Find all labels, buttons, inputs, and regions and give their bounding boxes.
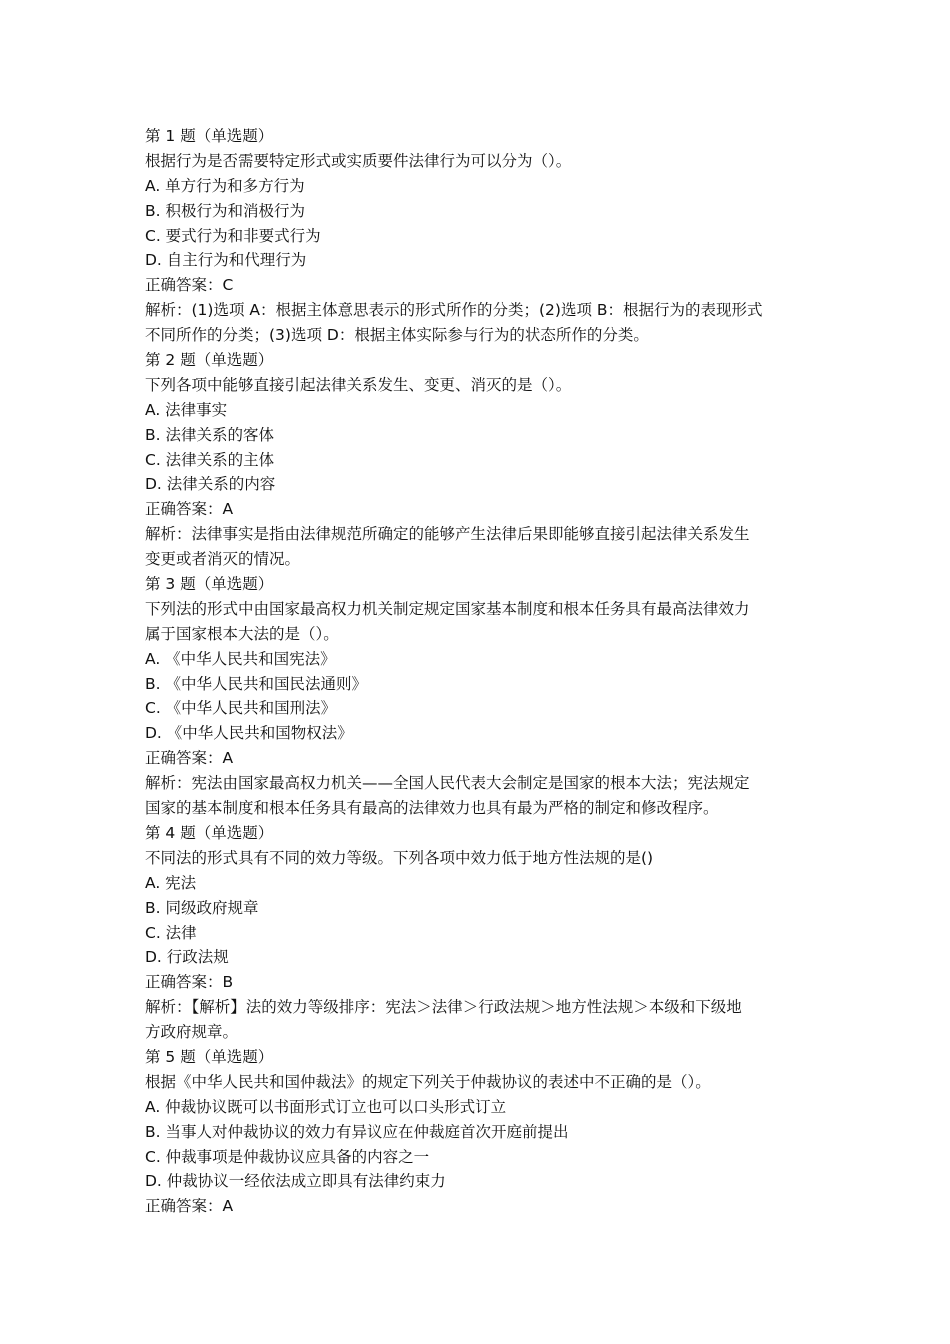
option-d: D. 自主行为和代理行为: [145, 251, 307, 270]
option-a: A. 仲裁协议既可以书面形式订立也可以口头形式订立: [145, 1097, 507, 1116]
option-b: B. 同级政府规章: [145, 898, 259, 917]
option-d: D. 行政法规: [145, 948, 229, 967]
question-5: [145, 1045, 813, 1219]
question-stem: 不同法的形式具有不同的效力等级。下列各项中效力低于地方性法规的是(): [145, 848, 654, 867]
option-a: A. 单方行为和多方行为: [145, 176, 305, 195]
question-header: 第 3 题（单选题）: [145, 575, 274, 594]
analysis-line: 国家的基本制度和根本任务具有最高的法律效力也具有最为严格的制定和修改程序。: [145, 799, 719, 818]
correct-answer: 正确答案：C: [145, 276, 234, 295]
option-c: C. 法律: [145, 923, 197, 942]
question-stem: 根据《中华人民共和国仲裁法》的规定下列关于仲裁协议的表述中不正确的是（）。: [145, 1072, 711, 1091]
analysis-line: 不同所作的分类；(3)选项 D：根据主体实际参与行为的状态所作的分类。: [145, 326, 649, 345]
option-d: D. 法律关系的内容: [145, 475, 276, 494]
option-a: A. 《中华人民共和国宪法》: [145, 649, 336, 668]
option-a: A. 法律事实: [145, 400, 228, 419]
question-header: 第 4 题（单选题）: [145, 823, 274, 842]
correct-answer: 正确答案：B: [145, 973, 234, 992]
option-c: C. 法律关系的主体: [145, 450, 275, 469]
question-stem: 下列法的形式中由国家最高权力机关制定规定国家基本制度和根本任务具有最高法律效力: [145, 599, 750, 618]
question-4: [145, 821, 813, 1045]
option-c: C. 《中华人民共和国刑法》: [145, 699, 337, 718]
question-stem: 根据行为是否需要特定形式或实质要件法律行为可以分为（）。: [145, 151, 572, 170]
question-header: 第 2 题（单选题）: [145, 351, 274, 370]
option-b: B. 法律关系的客体: [145, 425, 274, 444]
document-page: [145, 124, 813, 1219]
analysis-line: 解析：(1)选项 A：根据主体意思表示的形式所作的分类；(2)选项 B：根据行为的表现形式: [145, 301, 763, 320]
analysis-line: 方政府规章。: [145, 1023, 239, 1042]
option-b: B. 当事人对仲裁协议的效力有异议应在仲裁庭首次开庭前提出: [145, 1122, 569, 1141]
question-stem: 下列各项中能够直接引起法律关系发生、变更、消灭的是（）。: [145, 375, 572, 394]
correct-answer: 正确答案：A: [145, 749, 234, 768]
analysis-line: 变更或者消灭的情况。: [145, 550, 301, 569]
correct-answer: 正确答案：A: [145, 500, 234, 519]
option-a: A. 宪法: [145, 873, 197, 892]
option-d: D. 仲裁协议一经依法成立即具有法律约束力: [145, 1172, 446, 1191]
option-c: C. 要式行为和非要式行为: [145, 226, 321, 245]
question-header: 第 1 题（单选题）: [145, 127, 274, 145]
question-3: [145, 572, 813, 821]
question-stem: 属于国家根本大法的是（）。: [145, 624, 339, 643]
option-c: C. 仲裁事项是仲裁协议应具备的内容之一: [145, 1147, 430, 1166]
option-b: B. 积极行为和消极行为: [145, 201, 305, 220]
analysis-line: 解析：宪法由国家最高权力机关——全国人民代表大会制定是国家的根本大法；宪法规定: [145, 774, 750, 793]
analysis-line: 解析：法律事实是指由法律规范所确定的能够产生法律后果即能够直接引起法律关系发生: [145, 525, 750, 544]
analysis-line: 解析：【解析】法的效力等级排序：宪法＞法律＞行政法规＞地方性法规＞本级和下级地: [145, 998, 742, 1017]
question-1: [145, 124, 813, 348]
option-b: B. 《中华人民共和国民法通则》: [145, 674, 367, 693]
question-header: 第 5 题（单选题）: [145, 1047, 274, 1066]
correct-answer: 正确答案：A: [145, 1197, 234, 1216]
option-d: D. 《中华人民共和国物权法》: [145, 724, 353, 743]
question-2: [145, 348, 813, 572]
